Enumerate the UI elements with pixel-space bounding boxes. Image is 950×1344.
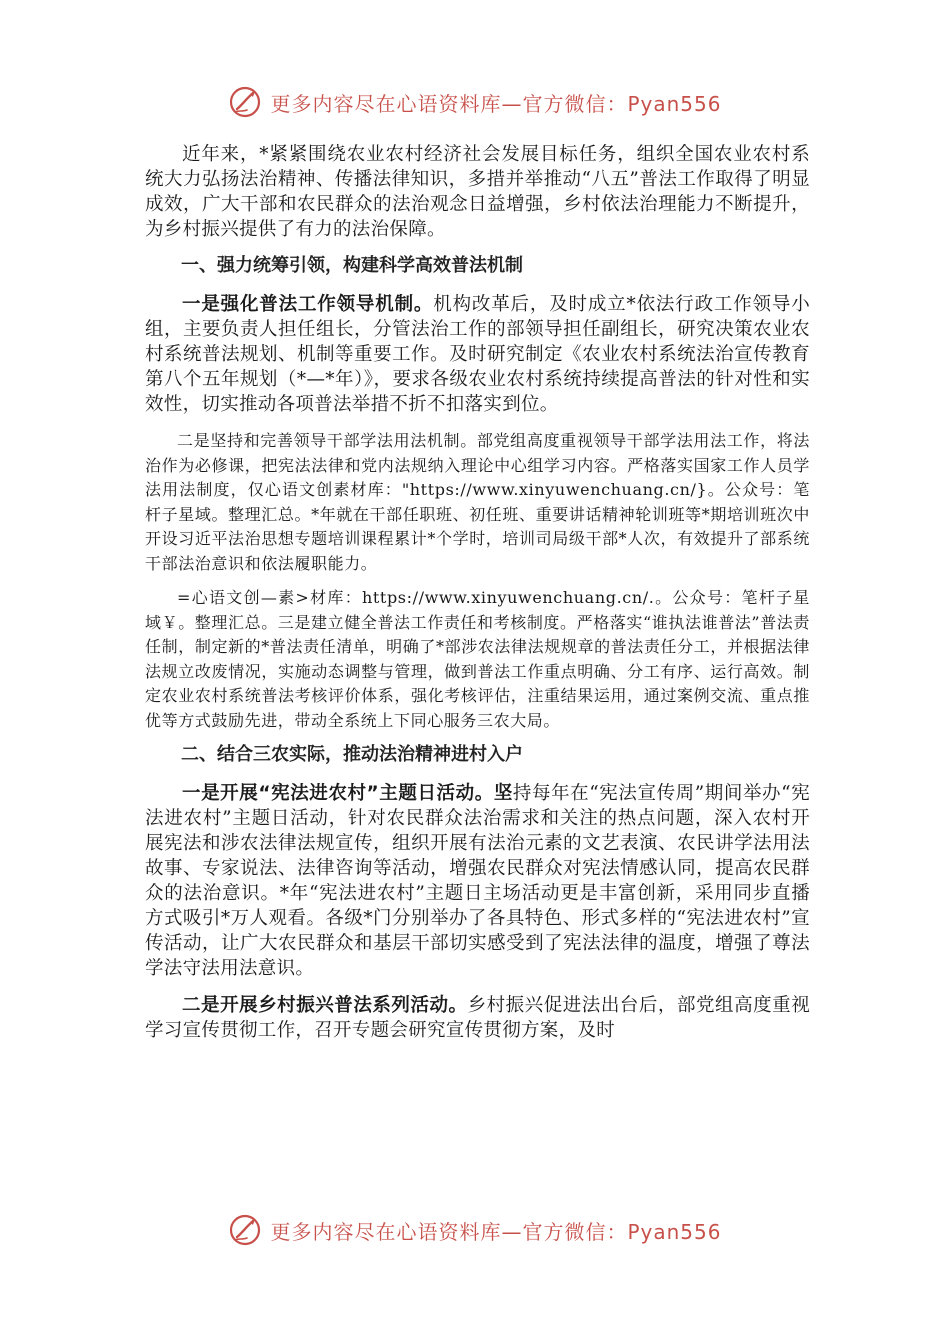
document-body: [145, 142, 810, 1055]
paragraph-5: [145, 993, 810, 1043]
watermark-banner-top: [0, 82, 950, 122]
paragraph-1: [145, 292, 810, 417]
paragraph-4: [145, 781, 810, 981]
paragraph-5-lead: 二是开展乡村振兴普法系列活动。: [182, 995, 468, 1016]
paragraph-4-body: 持每年在“宪法宣传周”期间举办“宪法进农村”主题日活动，针对农民群众法治需求和关注的热点问题，深入农村开展宪法和涉农法律法规宣传，组织开展有法治元素的文艺表演、农民讲学法用法故事、专家说法、法律咨询等活动，增强农民群众对宪法情感认同，提高农民群众的法治意识。*年“宪法进农村”主题日主场活动更是丰富创新，采用同步直播方式吸引*万人观看。各级*门分别举办了各具特色、形式多样的“宪法进农村”宣传活动，让广大农民群众和基层干部切实感受到了宪法法律的温度，增强了尊法学法守法用法意识。: [145, 783, 810, 979]
paragraph-4-lead: 一是开展“宪法进农村”主题日活动。坚: [182, 783, 513, 804]
pen-writing-logo-icon: [228, 85, 262, 119]
paragraph-1-lead: 一是强化普法工作领导机制。: [182, 294, 434, 315]
paragraph-5-body: 乡村振兴促进法出台后，部党组高度重视学习宣传贯彻工作，召开专题会研究宣传贯彻方案，及时: [145, 995, 810, 1041]
watermark-banner-bottom: [0, 1210, 950, 1250]
paragraph-intro: 近年来，*紧紧围绕农业农村经济社会发展目标任务，组织全国农业农村系统大力弘扬法治精神、传播法律知识，多措并举推动“八五”普法工作取得了明显成效，广大干部和农民群众的法治观念日益增强，乡村依法治理能力不断提升，为乡村振兴提供了有力的法治保障。: [145, 144, 810, 240]
paragraph-1-body: 机构改革后，及时成立*依法行政工作领导小组，主要负责人担任组长，分管法治工作的部领导担任副组长，研究决策农业农村系统普法规划、机制等重要工作。及时研究制定《农业农村系统法治宣传教育第八个五年规划（*—*年）》，要求各级农业农村系统持续提高普法的针对性和实效性，切实推动各项普法举措不折不扣落实到位。: [145, 294, 810, 415]
section-heading-1: 一、强力统筹引领，构建科学高效普法机制: [181, 255, 523, 276]
pen-writing-logo-icon: [228, 1213, 262, 1247]
paragraph-2: 二是坚持和完善领导干部学法用法机制。部党组高度重视领导干部学法用法工作，将法治作为必修课，把宪法法律和党内法规纳入理论中心组学习内容。严格落实国家工作人员学法用法制度，仅心语文创素材库："https://www.xinyuwenchuang.cn/}。公众号：笔杆子星域。整理汇总。*年就在干部任职班、初任班、重要讲话精神轮训班等*期培训班次中开设习近平法治思想专题培训课程累计*个学时，培训司局级干部*人次，有效提升了部系统干部法治意识和依法履职能力。: [145, 431, 810, 573]
watermark-text: 更多内容尽在心语资料库—官方微信：Pyan556: [270, 1219, 722, 1244]
section-heading-2: 二、结合三农实际，推动法治精神进村入户: [181, 744, 523, 765]
paragraph-3: =心语文创—素>材库：https://www.xinyuwenchuang.cn/.。公众号：笔杆子星域￥。整理汇总。三是建立健全普法工作责任和考核制度。严格落实“谁执法谁普法”普法责任制，制定新的*普法责任清单，明确了*部涉农法律法规规章的普法责任分工，并根据法律法规立改废情况，实施动态调整与管理，做到普法工作重点明确、分工有序、运行高效。制定农业农村系统普法考核评价体系，强化考核评估，注重结果运用，通过案例交流、重点推优等方式鼓励先进，带动全系统上下同心服务三农大局。: [145, 588, 810, 730]
watermark-text: 更多内容尽在心语资料库—官方微信：Pyan556: [270, 91, 722, 116]
